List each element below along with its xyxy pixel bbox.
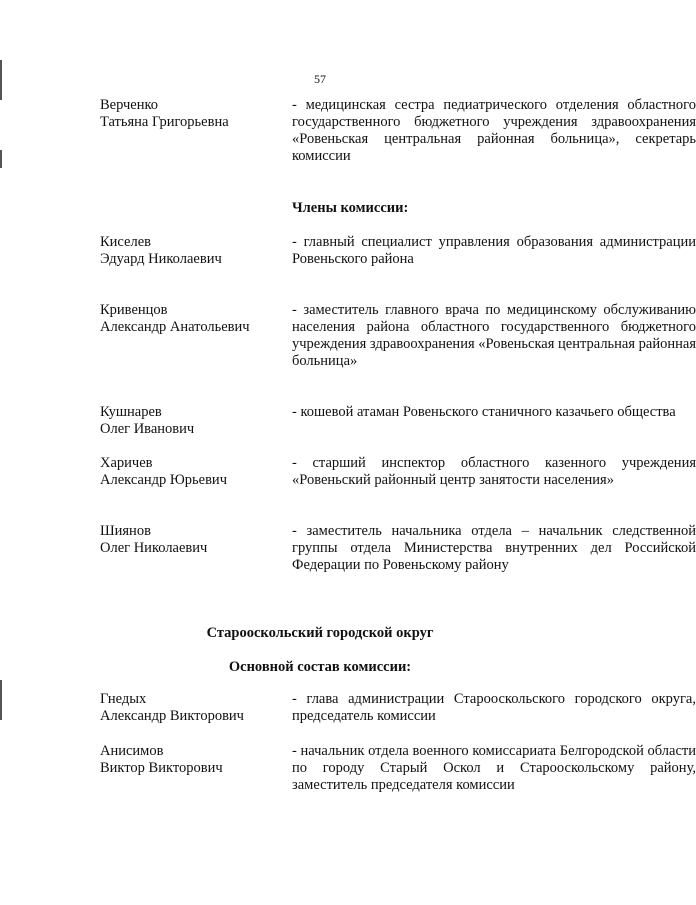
- scan-margin-mark: [0, 150, 2, 168]
- district-heading: Старооскольский городской округ: [206, 625, 434, 641]
- person-surname: Киселев: [100, 234, 151, 250]
- person-role: - заместитель главного врача по медицинскому обслуживанию населения района областного государственного бюджетного учреждения здравоохранения «Ровеньская центральная районная больница»: [292, 302, 696, 369]
- scan-margin-mark: [0, 680, 2, 720]
- person-name: [100, 455, 280, 489]
- person-given-names: Олег Иванович: [100, 421, 195, 437]
- person-surname: Кривенцов: [100, 302, 168, 318]
- person-name: [100, 404, 280, 438]
- person-role: - глава администрации Старооскольского городского округа, председатель комиссии: [292, 691, 696, 724]
- person-role: - заместитель начальника отдела – начальник следственной группы отдела Министерства внутренних дел Российской Федерации по Ровеньскому району: [292, 523, 696, 573]
- person-given-names: Александр Анатольевич: [100, 319, 250, 335]
- person-surname: Гнедых: [100, 691, 147, 707]
- person-surname: Кушнарев: [100, 404, 162, 420]
- person-given-names: Татьяна Григорьевна: [100, 114, 229, 130]
- person-role: - медицинская сестра педиатрического отделения областного государственного бюджетного учреждения здравоохранения «Ровеньская центральная районная больница», секретарь комиссии: [292, 97, 696, 164]
- person-surname: Харичев: [100, 455, 153, 471]
- person-name: [100, 234, 280, 268]
- person-given-names: Александр Викторович: [100, 708, 244, 724]
- person-role: - главный специалист управления образования администрации Ровеньского района: [292, 234, 696, 267]
- person-given-names: Олег Николаевич: [100, 540, 208, 556]
- person-role: - кошевой атаман Ровеньского станичного казачьего общества: [292, 404, 676, 420]
- person-name: [100, 523, 280, 557]
- person-surname: Анисимов: [100, 743, 164, 759]
- person-name: [100, 302, 280, 336]
- person-role: - старший инспектор областного казенного учреждения «Ровеньский районный центр занятости населения»: [292, 455, 696, 488]
- person-name: [100, 691, 280, 725]
- page-number: 57: [314, 72, 326, 86]
- person-surname: Верченко: [100, 97, 159, 113]
- person-name: [100, 97, 280, 131]
- person-given-names: Эдуард Николаевич: [100, 251, 222, 267]
- person-surname: Шиянов: [100, 523, 151, 539]
- main-composition-heading: Основной состав комиссии:: [228, 659, 412, 675]
- members-heading: Члены комиссии:: [292, 200, 409, 216]
- person-name: [100, 743, 280, 777]
- person-role: - начальник отдела военного комиссариата Белгородской области по городу Старый Оскол и Старооскольскому району, заместитель председателя комиссии: [292, 743, 696, 793]
- person-given-names: Виктор Викторович: [100, 760, 223, 776]
- person-given-names: Александр Юрьевич: [100, 472, 227, 488]
